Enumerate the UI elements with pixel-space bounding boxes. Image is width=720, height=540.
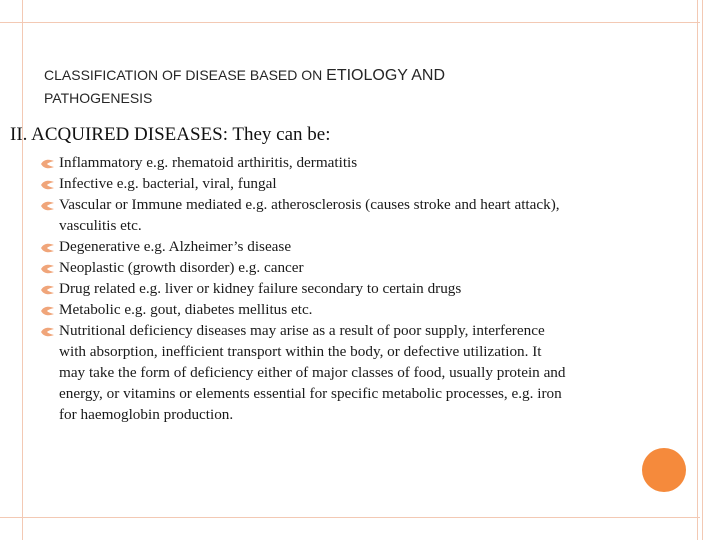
slide-title [44,64,644,109]
bullet-item [40,194,696,236]
bullet-text-line: energy, or vitamins or elements essential for specific metabolic processes, e.g. iron [59,385,562,402]
fleuron-bullet-icon [40,326,55,338]
bullet-text-line: Inflammatory e.g. rhematoid arthiritis, dermatitis [59,154,358,171]
bullet-text-line: Neoplastic (growth disorder) e.g. cancer [59,259,304,276]
fleuron-bullet-icon [40,263,55,275]
bullet-text-line: may take the form of deficiency either of major classes of food, usually protein and [59,364,566,381]
accent-circle [642,448,686,492]
bullet-item [40,236,696,257]
bullet-text-line: Drug related e.g. liver or kidney failure secondary to certain drugs [59,280,462,297]
frame-right-line-outer [697,0,698,540]
bullet-text-line: Metabolic e.g. gout, diabetes mellitus etc. [59,301,313,318]
bullet-text-line: with absorption, inefficient transport within the body, or defective utilization. It [59,343,542,360]
title-line-1 [44,64,644,87]
bullet-text-line: for haemoglobin production. [59,406,234,423]
bullet-text-line: Degenerative e.g. Alzheimer’s disease [59,238,292,255]
fleuron-bullet-icon [40,284,55,296]
frame-right-line-inner [702,0,703,540]
section-heading: II. ACQUIRED DISEASES: They can be: [10,124,331,145]
fleuron-bullet-icon [40,242,55,254]
bullet-text-line: Vascular or Immune mediated e.g. atherosclerosis (causes stroke and heart attack), [59,196,560,213]
fleuron-bullet-icon [40,305,55,317]
bullet-item [40,299,696,320]
frame-left-line [22,0,23,540]
frame-bottom-line [0,517,700,518]
bullet-list [40,152,696,425]
frame-top-line [0,22,700,23]
bullet-text-line: Infective e.g. bacterial, viral, fungal [59,175,277,192]
title-part-1: CLASSIFICATION OF DISEASE BASED ON [44,67,327,83]
bullet-item [40,257,696,278]
bullet-item [40,173,696,194]
bullet-item [40,278,696,299]
title-line-2: PATHOGENESIS [44,90,153,106]
fleuron-bullet-icon [40,158,55,170]
title-part-2: ETIOLOGY AND [326,67,445,84]
bullet-item [40,320,696,425]
fleuron-bullet-icon [40,200,55,212]
bullet-item [40,152,696,173]
bullet-text-line: vasculitis etc. [59,217,142,234]
bullet-text-line: Nutritional deficiency diseases may arise as a result of poor supply, interference [59,322,545,339]
fleuron-bullet-icon [40,179,55,191]
